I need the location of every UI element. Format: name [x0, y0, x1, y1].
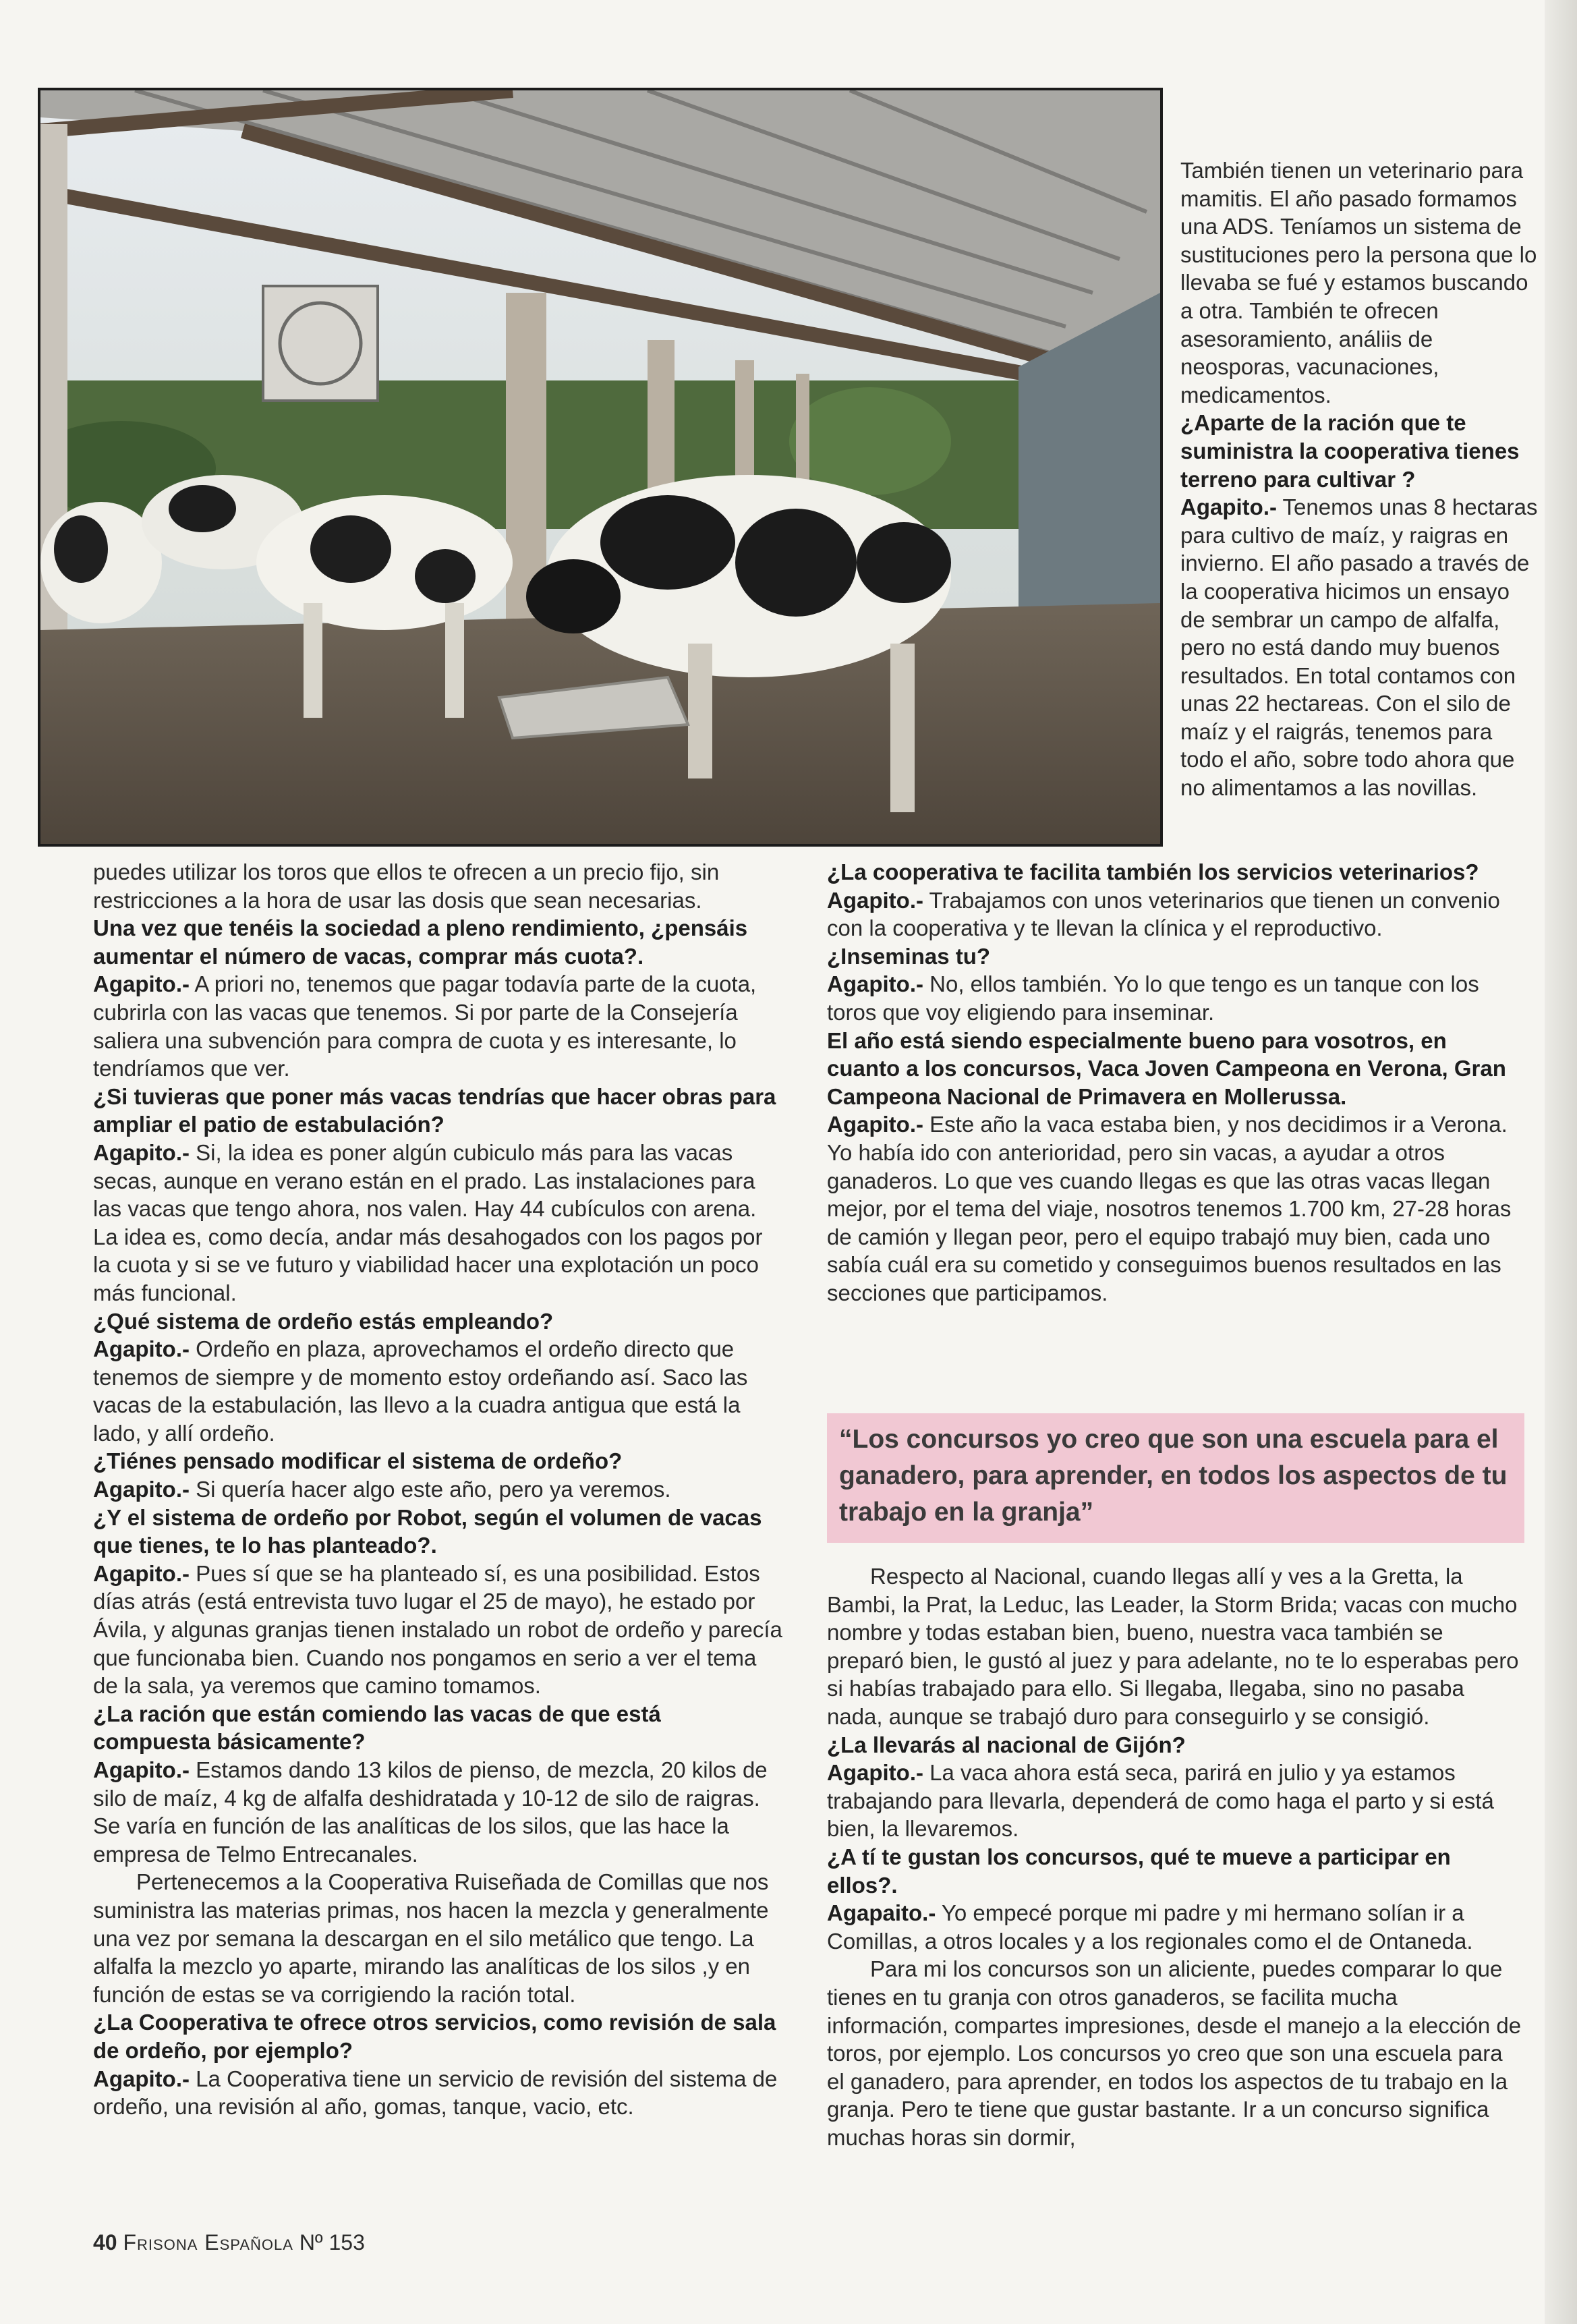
answer — [93, 1475, 784, 1504]
answer-text: Ordeño en plaza, aprovechamos el ordeño directo que tenemos de siempre y de momento estoy ordeñando así. Saco las vacas de la estabulación, las llevo a la cuadra antigua que está la lado, y allí ordeño. — [93, 1336, 748, 1446]
paragraph: Respecto al Nacional, cuando llegas allí y ves a la Gretta, la Bambi, la Prat, la Leduc, las Leader, la Storm Brida; vacas con mucho nombre y todas estaban bien, bueno, nuestra vaca también se preparó bien, le gustó al juez y para adelante, no te lo esperabas pero si habías trabajado para ello. Si llegaba, llegaba, sino no pasaba nada, aunque se trabajó duro para conseguirlo y se consigió. — [827, 1564, 1519, 1729]
answer — [827, 970, 1522, 1026]
question: ¿Inseminas tu? — [827, 943, 991, 969]
question: ¿La llevarás al nacional de Gijón? — [827, 1732, 1186, 1757]
answer-text: Si, la idea es poner algún cubiculo más para las vacas secas, aunque en verano están en el prado. Las instalaciones para las vacas que tengo ahora, nos valen. Hay 44 cubículos con arena. La idea es, como decía, andar más desahogados con los pagos por la cuota y si se ve futuro y viabilidad hacer una explotación un poco más funcional. — [93, 1139, 763, 1305]
left-column — [93, 858, 784, 2121]
speaker-label: Agapito.- — [827, 1760, 923, 1786]
speaker-label: Agapito.- — [93, 1757, 190, 1782]
right-column — [827, 858, 1522, 1307]
speaker-label: Agapito.- — [93, 1477, 190, 1502]
answer-text: Si quería hacer algo este año, pero ya veremos. — [189, 1477, 671, 1502]
speaker-label: Agapito.- — [827, 1112, 923, 1137]
question: ¿Qué sistema de ordeño estás empleando? — [93, 1308, 554, 1334]
magazine-name: Frisona Española — [123, 2230, 293, 2255]
speaker-label: Agapito.- — [827, 971, 923, 997]
paragraph: puedes utilizar los toros que ellos te ofrecen a un precio fijo, sin restricciones a la hora de usar las dosis que sean necesarias. — [93, 859, 720, 913]
barn-cows-photo — [38, 88, 1163, 847]
answer-text: Yo empecé porque mi padre y mi hermano solían ir a Comillas, a otros locales y a los regionales como el de Ontaneda. — [827, 1900, 1473, 1954]
answer-text: A priori no, tenemos que pagar todavía parte de la cuota, cubrirla con las vacas que tenemos. Si por parte de la Consejería saliera una subvención para compra de cuota y es interesante, lo tendríamos que ver. — [93, 971, 757, 1081]
speaker-label: Agapito.- — [93, 1139, 190, 1165]
answer-text: La vaca ahora está seca, parirá en julio y ya estamos trabajando para llevarla, dependerá de como haga el parto y si está bien, la llevaremos. — [827, 1760, 1494, 1842]
speaker-label: Agapito.- — [93, 2066, 190, 2091]
answer — [827, 1899, 1522, 1955]
answer — [827, 1110, 1522, 1307]
answer-text: Este año la vaca estaba bien, y nos decidimos ir a Verona. Yo había ido con anterioridad, pero sin vacas, a ayudar a otros ganaderos. Lo que ves cuando llegas es que las otras vacas llegan mejor, por el tema del viaje, nosotros tenemos 1.700 km, 27-28 horas de camión y llegan peor, pero el equipo trabajó muy bien, cada uno sabía cuál era su cometido y conseguimos buenos resultados en las secciones que participamos. — [827, 1112, 1512, 1305]
right-column-lower — [827, 1562, 1522, 2151]
question: ¿La cooperativa te facilita también los servicios veterinarios? — [827, 859, 1479, 884]
barn-photo-illustration — [40, 90, 1160, 844]
question: El año está siendo especialmente bueno para vosotros, en cuanto a los concursos, Vaca Joven Campeona en Verona, Gran Campeona Nacional de Primavera en Mollerussa. — [827, 1027, 1506, 1109]
page-footer — [93, 2230, 365, 2255]
question: Una vez que tenéis la sociedad a pleno rendimiento, ¿pensáis aumentar el número de vacas, comprar más cuota?. — [93, 915, 748, 969]
answer-text: Pues sí que se ha planteado sí, es una posibilidad. Estos días atrás (está entrevista tuvo lugar el 25 de mayo), he estado por Ávila, y algunas granjas tienen instalado un robot de ordeño y parecía que funcionaba bien. Cuando nos pongamos en serio a ver el tema de la sala, ya veremos que camino tomamos. — [93, 1560, 782, 1699]
speaker-label: Agapito.- — [93, 1560, 190, 1586]
speaker-label: Agapito.- — [93, 1336, 190, 1362]
answer — [93, 1560, 784, 1700]
question: ¿Y el sistema de ordeño por Robot, según el volumen de vacas que tienes, te lo has planteado?. — [93, 1504, 762, 1558]
question: ¿La ración que están comiendo las vacas de que está compuesta básicamente? — [93, 1701, 661, 1755]
speaker-label: Agapito.- — [93, 971, 190, 997]
answer-text: Trabajamos con unos veterinarios que tienen un convenio con la cooperativa y te llevan la clínica y el reproductivo. — [827, 887, 1500, 941]
paragraph: Para mi los concursos son un aliciente, puedes comparar lo que tienes en tu granja con otros ganaderos, se facilita mucha información, compartes impresiones, desde el manejo a la elección de toros, por ejemplo. Los concursos yo creo que son una escuela para el ganadero, para aprender, en todos los aspectos de tu trabajo en la granja. Pero te tiene que gustar bastante. Ir a un concurso significa muchas horas sin dormir, — [827, 1956, 1522, 2150]
pull-quote: “Los concursos yo creo que son una escuela para el ganadero, para aprender, en todos los aspectos de tu trabajo en la granja” — [827, 1413, 1524, 1543]
answer — [93, 1335, 784, 1447]
answer-text: Tenemos unas 8 hectaras para cultivo de maíz, y raigras en invierno. El año pasado a través de la cooperativa hicimos un ensayo de sembrar un campo de alfalfa, pero no está dando muy buenos resultados. En total contamos con unas 22 hectareas. Con el silo de maíz y el raigrás, tenemos para todo el año, sobre todo ahora que no alimentamos a las novillas. — [1180, 494, 1538, 801]
answer-text: No, ellos también. Yo lo que tengo es un tanque con los toros que voy eligiendo para inseminar. — [827, 971, 1479, 1025]
answer-text: La Cooperativa tiene un servicio de revisión del sistema de ordeño, una revisión al año, gomas, tanque, vacio, etc. — [93, 2066, 778, 2120]
speaker-label: Agapaito.- — [827, 1900, 936, 1926]
question: ¿Si tuvieras que poner más vacas tendrías que hacer obras para ampliar el patio de estabulación? — [93, 1083, 776, 1137]
answer — [93, 970, 784, 1082]
question: ¿A tí te gustan los concursos, qué te mueve a participar en ellos?. — [827, 1844, 1451, 1898]
question: ¿Aparte de la ración que te suministra la cooperativa tienes terreno para cultivar ? — [1180, 410, 1520, 492]
answer — [827, 886, 1522, 942]
question: ¿Tiénes pensado modificar el sistema de ordeño? — [93, 1448, 623, 1474]
page-edge — [1545, 0, 1577, 2324]
answer — [93, 1139, 784, 1307]
answer — [93, 2065, 784, 2121]
page-number: 40 — [93, 2230, 117, 2255]
answer-text: Estamos dando 13 kilos de pienso, de mezcla, 20 kilos de silo de maíz, 4 kg de alfalfa deshidratada y 10-12 de silo de raigras. Se varía en función de las analíticas de los silos, que las hace la empresa de Telmo Entrecanales. — [93, 1757, 768, 1867]
answer — [93, 1756, 784, 1868]
answer — [827, 1759, 1522, 1843]
question: ¿La Cooperativa te ofrece otros servicios, como revisión de sala de ordeño, por ejemplo? — [93, 2010, 776, 2063]
speaker-label: Agapito.- — [827, 887, 923, 913]
issue-number: Nº 153 — [299, 2230, 365, 2255]
top-right-column — [1180, 157, 1538, 802]
paragraph: También tienen un veterinario para mamitis. El año pasado formamos una ADS. Teníamos un sistema de sustituciones pero la persona que lo llevaba se fué y estamos buscando a otra. También te ofrecen asesoramiento, análiis de neosporas, vacunaciones, medicamentos. — [1180, 158, 1537, 407]
answer — [1180, 493, 1538, 802]
speaker-label: Agapito.- — [1180, 494, 1277, 520]
paragraph: Pertenecemos a la Cooperativa Ruiseñada de Comillas que nos suministra las materias primas, nos hacen la mezcla y generalmente una vez por semana la descargan en el silo metálico que tengo. La alfalfa la mezclo yo aparte, mirando las analíticas de los silos ,y en función de estas se va corrigiendo la ración total. — [93, 1869, 769, 2007]
